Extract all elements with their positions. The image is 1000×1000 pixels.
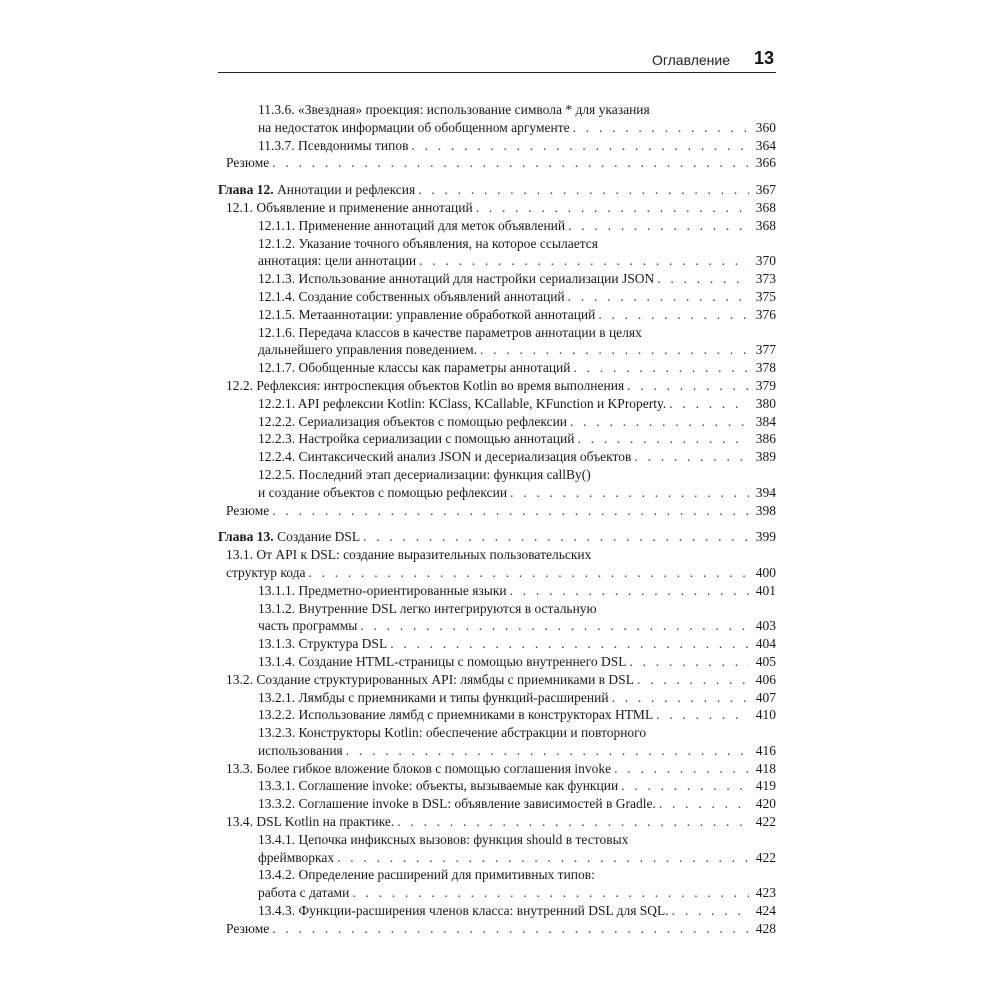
- toc-entry-title: [226, 564, 305, 582]
- toc-page-number: 368: [755, 217, 776, 233]
- toc-entry-title: [258, 795, 656, 813]
- toc-entry-title-text: дальнейшего управления поведением.: [258, 342, 478, 358]
- toc-entry-title: [258, 119, 570, 137]
- toc-section-entry[interactable]: [218, 377, 776, 395]
- toc-section-entry[interactable]: [218, 760, 776, 778]
- toc-subsection-entry[interactable]: [218, 270, 776, 288]
- dot-leader: [568, 217, 749, 235]
- toc-entry-title: [226, 760, 611, 778]
- dot-leader: [627, 377, 749, 395]
- toc-page-number: 399: [755, 529, 776, 545]
- toc-page-number: 405: [755, 653, 776, 669]
- toc-page-number: 376: [755, 306, 776, 322]
- toc-page-number: 423: [755, 885, 776, 901]
- toc-entry-title-text: 13.2.2. Использование лямбд с приемниками в конструкторах HTML: [258, 707, 654, 723]
- toc-page-number: 373: [755, 271, 776, 287]
- toc-page-number: 368: [755, 199, 776, 215]
- toc-entry-title: [258, 270, 654, 288]
- toc-entry-title-text: 12.2.1. API рефлексии Kotlin: KClass, KCallable, KFunction и KProperty.: [258, 395, 667, 411]
- dot-leader: [656, 706, 749, 724]
- dot-leader: [272, 920, 749, 938]
- toc-entry-title: [226, 920, 269, 938]
- toc-entry-title: [258, 635, 387, 653]
- toc-entry-title-text: 12.1. Объявление и применение аннотаций: [226, 199, 473, 215]
- toc-entry-title-text: 13.2. Создание структурированных API: лямбды с приемниками в DSL: [226, 671, 634, 687]
- table-of-contents: [218, 101, 776, 938]
- toc-entry-title-line: 12.1.2. Указание точного объявления, на которое ссылается: [258, 235, 598, 251]
- dot-leader: [397, 813, 749, 831]
- toc-entry-title-text: 13.1.1. Предметно-ориентированные языки: [258, 582, 507, 598]
- dot-leader: [346, 742, 749, 760]
- toc-entry-title: [226, 199, 473, 217]
- toc-entry-title: [258, 742, 343, 760]
- toc-page-number: 364: [755, 137, 776, 153]
- dot-leader: [363, 528, 749, 546]
- dot-leader: [272, 502, 749, 520]
- toc-page-number: 401: [755, 582, 776, 598]
- toc-page-number: 419: [755, 778, 776, 794]
- toc-page-number: 367: [755, 182, 776, 198]
- dot-leader: [573, 119, 749, 137]
- toc-section-entry[interactable]: [218, 502, 776, 520]
- toc-entry-title: [226, 813, 394, 831]
- toc-entry-title-text: 12.2.3. Настройка сериализации с помощью аннотаций: [258, 431, 575, 447]
- dot-leader: [598, 306, 749, 324]
- dot-leader: [337, 849, 749, 867]
- toc-entry-title-text: 12.2.2. Сериализация объектов с помощью рефлексии: [258, 413, 568, 429]
- toc-entry-title-text: и создание объектов с помощью рефлексии: [258, 484, 508, 500]
- toc-entry-title: [258, 359, 571, 377]
- dot-leader: [577, 430, 749, 448]
- toc-subsection-entry[interactable]: [218, 101, 776, 137]
- dot-leader: [418, 181, 749, 199]
- dot-leader: [360, 617, 749, 635]
- dot-leader: [419, 252, 749, 270]
- toc-entry-title: [258, 653, 627, 671]
- running-header: [218, 48, 776, 73]
- toc-page-number: 424: [755, 903, 776, 919]
- dot-leader: [476, 199, 749, 217]
- toc-entry-title-text: 12.1.5. Метааннотации: управление обработкой аннотаций: [258, 306, 596, 322]
- toc-subsection-entry[interactable]: [218, 706, 776, 724]
- toc-subsection-entry[interactable]: [218, 430, 776, 448]
- toc-entry-title-text: 13.3.2. Соглашение invoke в DSL: объявление зависимостей в Gradle.: [258, 796, 656, 812]
- toc-entry-title-text: на недостаток информации об обобщенном аргументе: [258, 119, 570, 135]
- toc-entry-title-text: использования: [258, 742, 343, 758]
- toc-page-number: 403: [755, 618, 776, 634]
- toc-entry-title-text: 12.2.4. Синтаксический анализ JSON и десериализация объектов: [258, 449, 632, 465]
- dot-leader: [574, 359, 749, 377]
- toc-subsection-entry[interactable]: [218, 359, 776, 377]
- toc-subsection-entry[interactable]: [218, 217, 776, 235]
- toc-subsection-entry[interactable]: [218, 635, 776, 653]
- toc-entry-title-text: аннотация: цели аннотации: [258, 253, 417, 269]
- toc-entry-title: [258, 582, 507, 600]
- toc-subsection-entry[interactable]: [218, 582, 776, 600]
- toc-section-entry[interactable]: [218, 671, 776, 689]
- toc-page-number: 384: [755, 413, 776, 429]
- toc-subsection-entry[interactable]: [218, 306, 776, 324]
- toc-entry-title: [226, 671, 634, 689]
- toc-entry-title: [258, 395, 666, 413]
- toc-section-entry[interactable]: [218, 813, 776, 831]
- toc-entry-title-text: Резюме: [226, 920, 270, 936]
- toc-subsection-entry[interactable]: [218, 137, 776, 155]
- toc-entry-title-text: 13.1.3. Структура DSL: [258, 636, 388, 652]
- dot-leader: [411, 137, 749, 155]
- toc-page-number: 386: [755, 431, 776, 447]
- toc-subsection-entry[interactable]: [218, 777, 776, 795]
- toc-entry-title-line: 13.4.2. Определение расширений для примитивных типов:: [258, 867, 595, 883]
- toc-entry-title: [258, 617, 357, 635]
- toc-subsection-entry[interactable]: [218, 600, 776, 636]
- toc-entry-title-text: 12.1.4. Создание собственных объявлений аннотаций: [258, 288, 565, 304]
- toc-section-entry[interactable]: [218, 920, 776, 938]
- toc-entry-title: [258, 448, 631, 466]
- toc-entry-title-line: 13.1.2. Внутренние DSL легко интегрируются в остальную: [258, 600, 597, 616]
- toc-subsection-entry[interactable]: [218, 795, 776, 813]
- dot-leader: [659, 795, 749, 813]
- toc-entry-title: [226, 377, 624, 395]
- toc-entry-title: [258, 484, 507, 502]
- dot-leader: [480, 341, 749, 359]
- toc-subsection-entry[interactable]: [218, 466, 776, 502]
- toc-page-number: 370: [755, 253, 776, 269]
- toc-entry-title-text: 13.3.1. Соглашение invoke: объекты, вызываемые как функции: [258, 778, 619, 794]
- toc-entry-title: [218, 528, 360, 546]
- toc-page-number: 380: [755, 395, 776, 411]
- toc-entry-title-line: 11.3.6. «Звездная» проекция: использование символа * для указания: [258, 102, 650, 117]
- toc-page-number: 418: [755, 760, 776, 776]
- toc-page-number: 422: [755, 814, 776, 830]
- toc-chapter-entry[interactable]: [218, 181, 776, 199]
- toc-entry-title-text: 12.1.7. Обобщенные классы как параметры аннотаций: [258, 360, 571, 376]
- dot-leader: [510, 582, 749, 600]
- dot-leader: [568, 288, 749, 306]
- toc-page-number: 394: [755, 484, 776, 500]
- toc-entry-title: [258, 884, 349, 902]
- toc-page-number: 375: [755, 288, 776, 304]
- toc-subsection-entry[interactable]: [218, 235, 776, 271]
- toc-entry-title: [218, 181, 415, 199]
- toc-section-entry[interactable]: [218, 154, 776, 172]
- toc-entry-title: [226, 154, 269, 172]
- toc-subsection-entry[interactable]: [218, 395, 776, 413]
- toc-page-number: 400: [755, 564, 776, 580]
- toc-entry-title-line: 13.4.1. Цепочка инфиксных вызовов: функция should в тестовых: [258, 831, 629, 847]
- chapter-spacer: [218, 519, 776, 528]
- toc-entry-title: [258, 706, 653, 724]
- toc-entry-title-text: Резюме: [226, 502, 270, 518]
- dot-leader: [630, 653, 750, 671]
- toc-entry-title-text: 12.1.3. Использование аннотаций для настройки сериализации JSON: [258, 271, 655, 287]
- dot-leader: [672, 902, 749, 920]
- toc-page-number: 379: [755, 377, 776, 393]
- toc-entry-title: [258, 902, 669, 920]
- toc-subsection-entry[interactable]: [218, 866, 776, 902]
- toc-entry-title-text: 13.2.1. Лямбды с приемниками и типы функций-расширений: [258, 689, 609, 705]
- toc-entry-title-line: 13.1. От API к DSL: создание выразительных пользовательских: [226, 547, 592, 563]
- dot-leader: [390, 635, 749, 653]
- toc-subsection-entry[interactable]: [218, 413, 776, 431]
- toc-subsection-entry[interactable]: [218, 689, 776, 707]
- dot-leader: [621, 777, 749, 795]
- toc-entry-title-text: Резюме: [226, 155, 270, 171]
- toc-entry-title-text: структур кода: [226, 564, 306, 580]
- toc-subsection-entry[interactable]: [218, 653, 776, 671]
- toc-page-number: 416: [755, 742, 776, 758]
- chapter-spacer: [218, 172, 776, 181]
- dot-leader: [308, 564, 749, 582]
- toc-subsection-entry[interactable]: [218, 724, 776, 760]
- toc-entry-title: [258, 137, 408, 155]
- header-page-number: 13: [753, 48, 774, 68]
- toc-entry-title: [258, 252, 416, 270]
- toc-entry-title-line: 13.2.3. Конструкторы Kotlin: обеспечение абстракции и повторного: [258, 725, 647, 741]
- toc-entry-title-text: 12.1.1. Применение аннотаций для меток объявлений: [258, 217, 566, 233]
- dot-leader: [570, 413, 749, 431]
- toc-entry-title: [258, 288, 565, 306]
- toc-entry-title-text: Создание DSL: [273, 529, 361, 545]
- toc-chapter-entry[interactable]: [218, 528, 776, 546]
- toc-entry-title: [258, 689, 609, 707]
- toc-entry-title-line: 12.1.6. Передача классов в качестве параметров аннотации в целях: [258, 324, 642, 340]
- toc-subsection-entry[interactable]: [218, 324, 776, 360]
- dot-leader: [612, 689, 749, 707]
- toc-entry-title-text: Аннотации и рефлексия: [273, 182, 416, 198]
- dot-leader: [272, 154, 749, 172]
- toc-entry-title-text: часть программы: [258, 618, 358, 634]
- toc-entry-title: [258, 849, 334, 867]
- toc-page-number: 410: [755, 707, 776, 723]
- toc-entry-title: [226, 502, 269, 520]
- toc-page-number: 389: [755, 449, 776, 465]
- toc-entry-title-text: фреймворках: [258, 849, 335, 865]
- toc-subsection-entry[interactable]: [218, 831, 776, 867]
- toc-entry-title: [258, 430, 574, 448]
- toc-page-number: 407: [755, 689, 776, 705]
- toc-page-number: 377: [755, 342, 776, 358]
- dot-leader: [669, 395, 749, 413]
- dot-leader: [657, 270, 749, 288]
- toc-entry-title-text: 13.3. Более гибкое вложение блоков с помощью соглашения invoke: [226, 760, 612, 776]
- toc-subsection-entry[interactable]: [218, 448, 776, 466]
- toc-page-number: 404: [755, 636, 776, 652]
- toc-entry-title: [258, 217, 565, 235]
- chapter-label: Глава 13.: [218, 529, 274, 545]
- toc-entry-title: [258, 341, 477, 359]
- toc-subsection-entry[interactable]: [218, 288, 776, 306]
- dot-leader: [614, 760, 749, 778]
- toc-page-number: 360: [755, 119, 776, 135]
- toc-entry-title: [258, 413, 567, 431]
- toc-subsection-entry[interactable]: [218, 902, 776, 920]
- toc-entry-title-text: 13.4.3. Функции-расширения членов класса: внутренний DSL для SQL.: [258, 903, 669, 919]
- toc-page-number: 406: [755, 671, 776, 687]
- dot-leader: [352, 884, 749, 902]
- toc-section-entry[interactable]: [218, 546, 776, 582]
- toc-page-number: 420: [755, 796, 776, 812]
- dot-leader: [634, 448, 749, 466]
- toc-page-number: 398: [755, 502, 776, 518]
- toc-page-number: 378: [755, 360, 776, 376]
- chapter-label: Глава 12.: [218, 182, 274, 198]
- toc-entry-title-text: работа с датами: [258, 885, 350, 901]
- toc-entry-title: [258, 306, 595, 324]
- toc-entry-title-line: 12.2.5. Последний этап десериализации: функция callBy(): [258, 466, 591, 482]
- toc-entry-title: [258, 777, 618, 795]
- toc-entry-title-text: 12.2. Рефлексия: интроспекция объектов Kotlin во время выполнения: [226, 377, 625, 393]
- toc-entry-title-text: 13.1.4. Создание HTML-страницы с помощью внутреннего DSL: [258, 653, 627, 669]
- toc-page-number: 422: [755, 849, 776, 865]
- toc-page-number: 428: [755, 920, 776, 936]
- dot-leader: [510, 484, 749, 502]
- toc-page-number: 366: [755, 155, 776, 171]
- toc-section-entry[interactable]: [218, 199, 776, 217]
- header-title: Оглавление: [651, 52, 730, 68]
- toc-entry-title-text: 13.4. DSL Kotlin на практике.: [226, 814, 395, 830]
- toc-entry-title-text: 11.3.7. Псевдонимы типов: [258, 137, 409, 153]
- dot-leader: [637, 671, 749, 689]
